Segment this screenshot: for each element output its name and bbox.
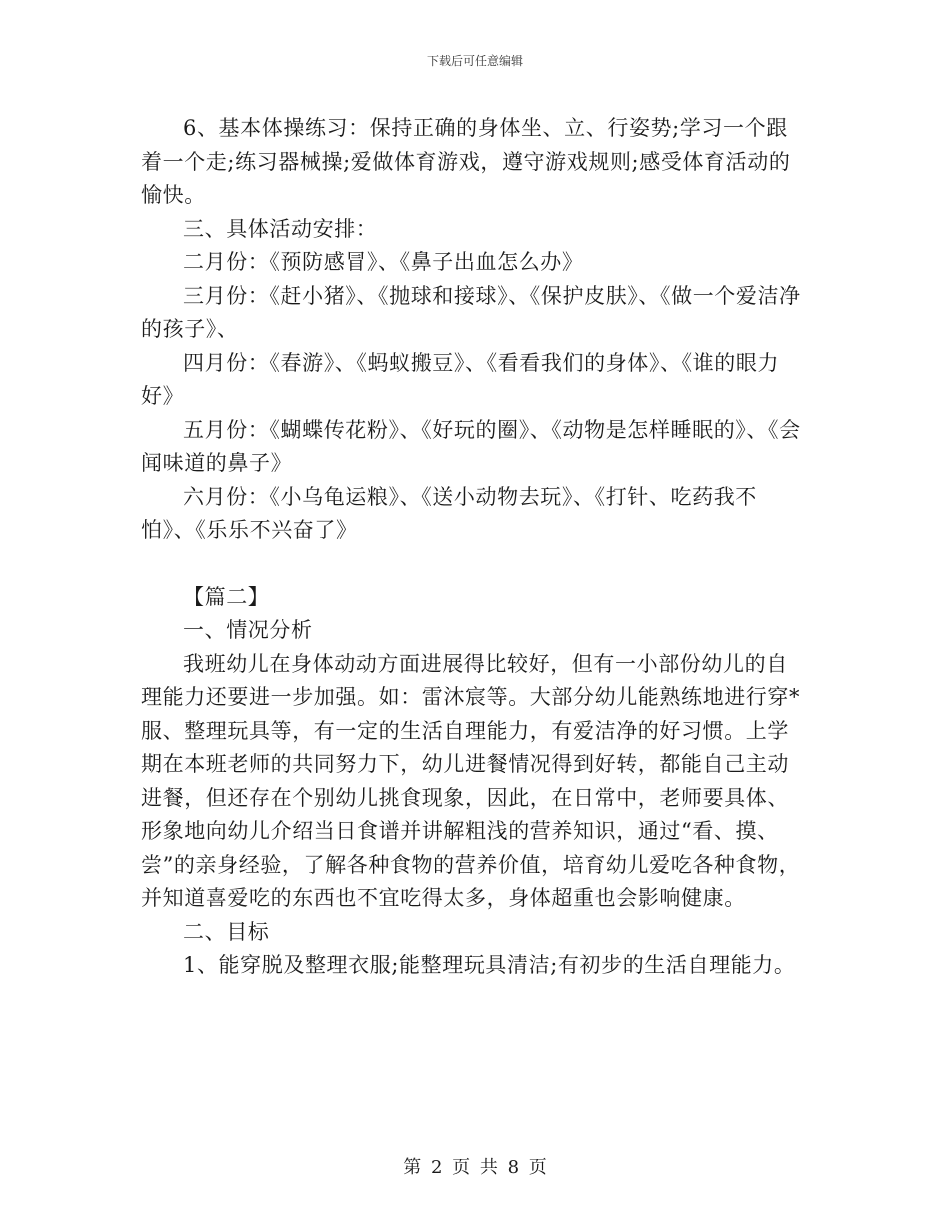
paragraph-goal-one: 1、能穿脱及整理衣服;能整理玩具清洁;有初步的生活自理能力。 [183,953,796,977]
section-heading-goals: 二、目标 [183,919,270,944]
part-two-heading: 【篇二】 [183,584,270,609]
section-heading-situation: 一、情况分析 [183,618,313,642]
paragraph-february: 二月份：《预防感冒》、《鼻子出血怎么办》 [183,250,584,274]
document-body [141,112,809,983]
paragraph-situation-analysis: 我班幼儿在身体动动方面进展得比较好，但有一小部份幼儿的自理能力还要进一步加强。如：雷沐宸等。大部分幼儿能熟练地进行穿*服、整理玩具等，有一定的生活自理能力，有爱洁净的好习惯。上学期在本班老师的共同努力下，幼儿进餐情况得到好转，都能自己主动进餐，但还存在个别幼儿挑食现象，因此，在日常中，老师要具体、形象地向幼儿介绍当日食谱并讲解粗浅的营养知识，通过“看、摸、尝”的亲身经验，了解各种食物的营养价值，培育幼儿爱吃各种食物，并知道喜爱吃的东西也不宜吃得太多，身体超重也会影响健康。 [141,651,801,910]
page-footer: 第 2 页 共 8 页 [403,1157,547,1178]
paragraph-june: 六月份：《小乌龟运粮》、《送小动物去玩》、《打针、吃药我不怕》、《乐乐不兴奋了》 [141,484,757,542]
paragraph-april: 四月份：《春游》、《蚂蚁搬豆》、《看看我们的身体》、《谁的眼力好》 [141,350,780,408]
section-heading-activities: 三、具体活动安排： [183,216,378,241]
paragraph-may: 五月份：《蝴蝶传花粉》、《好玩的圈》、《动物是怎样睡眠的》、《会闻味道的鼻子》 [141,417,801,475]
paragraph-march: 三月份：《赶小猪》、《抛球和接球》、《保护皮肤》、《做一个爱洁净的孩子》、 [141,283,801,341]
page-header: 下载后可任意编辑 [426,54,523,68]
paragraph-gymnastics: 6、基本体操练习：保持正确的身体坐、立、行姿势;学习一个跟着一个走;练习器械操;爱做体育游戏，遵守游戏规则;感受体育活动的愉快。 [141,116,791,207]
